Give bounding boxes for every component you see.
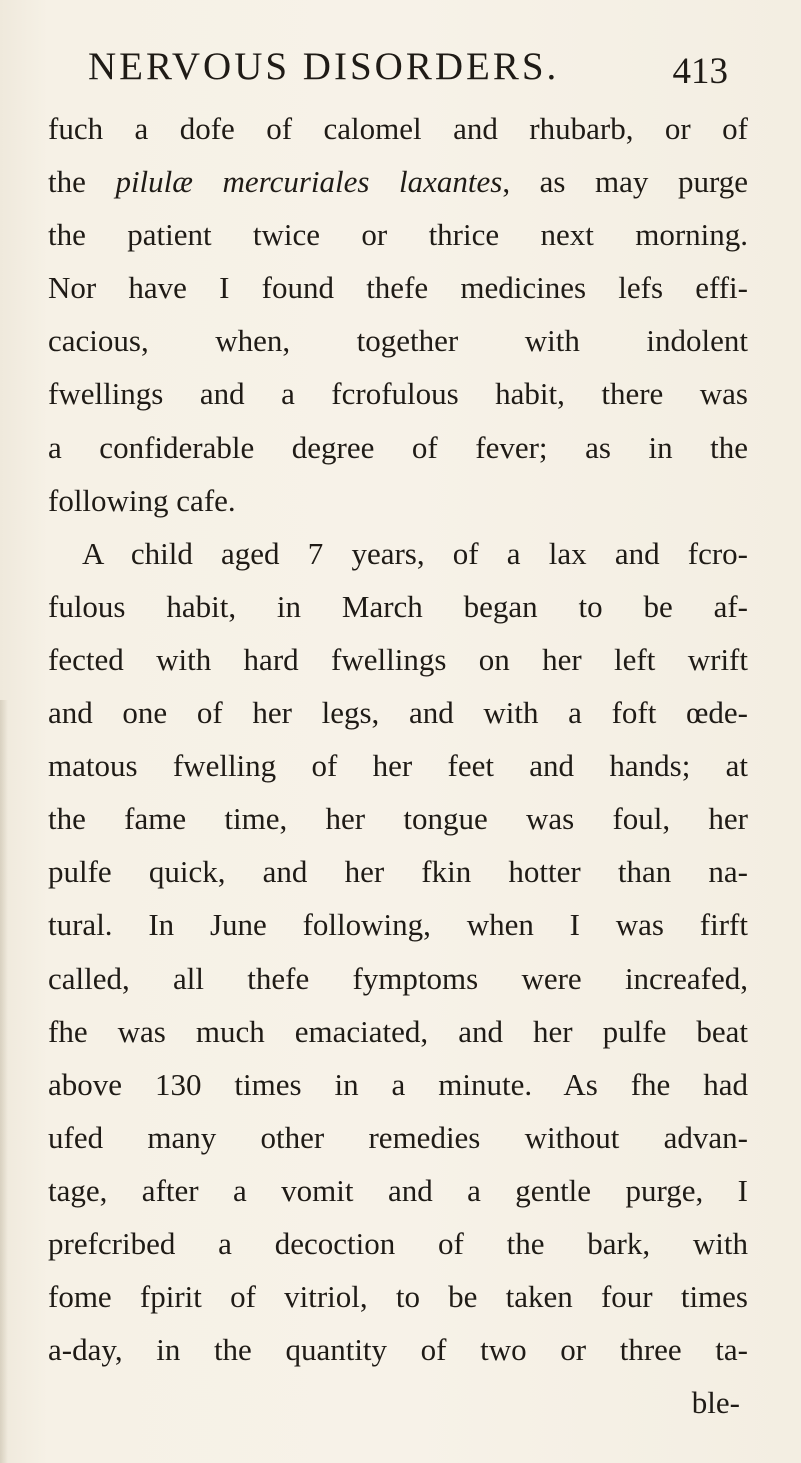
paragraph-start-line: [48, 527, 748, 580]
text-line: [48, 1270, 748, 1323]
text-line: [48, 1164, 748, 1217]
text-line: [48, 845, 748, 898]
text-run: the: [48, 164, 116, 200]
text-run: fhe was much emaciated, and her pulfe beat: [48, 1013, 748, 1049]
text-line: [48, 367, 748, 420]
text-run: called, all thefe fymptoms were increafed,: [48, 960, 748, 996]
page-number: 413: [672, 51, 728, 92]
text-run: fected with hard fwellings on her left wrift: [48, 641, 748, 677]
text-line: [48, 102, 748, 155]
text-line: [48, 1111, 748, 1164]
catchword: [48, 1376, 748, 1429]
text-line: [48, 1323, 748, 1376]
text-line: [48, 633, 748, 686]
text-run: fwellings and a fcrofulous habit, there was: [48, 376, 748, 412]
text-run: prefcribed a decoction of the bark, with: [48, 1225, 748, 1261]
text-line: [48, 1217, 748, 1270]
catchword-text: ble-: [691, 1385, 740, 1421]
text-run: pulfe quick, and her fkin hotter than na-: [48, 854, 748, 890]
text-line: [48, 898, 748, 951]
text-line: [48, 686, 748, 739]
text-run: tural. In June following, when I was firft: [48, 907, 748, 943]
text-run: ufed many other remedies without advan-: [48, 1119, 748, 1155]
text-run: matous fwelling of her feet and hands; at: [48, 748, 748, 784]
running-head: NERVOUS DISORDERS.: [88, 45, 560, 88]
text-line: [48, 792, 748, 845]
text-line: [48, 421, 748, 474]
text-run: , as may purge: [502, 164, 748, 200]
paragraph-end-line: [48, 474, 748, 527]
text-line: [48, 208, 748, 261]
text-line: [48, 952, 748, 1005]
text-run: a confiderable degree of fever; as in the: [48, 429, 748, 465]
text-run: above 130 times in a minute. As fhe had: [48, 1066, 748, 1102]
text-line: [48, 1005, 748, 1058]
text-run: cacious, when, together with indolent: [48, 323, 748, 359]
body-text: [48, 102, 748, 1429]
text-run: the patient twice or thrice next morning.: [48, 217, 748, 253]
page-header: [88, 44, 728, 100]
text-line: [48, 1058, 748, 1111]
text-run: fome fpirit of vitriol, to be taken four times: [48, 1279, 748, 1315]
text-run: Nor have I found thefe medicines lefs effi-: [48, 270, 748, 306]
text-line: [48, 580, 748, 633]
italic-latin-term: pilulæ mercuriales laxantes: [115, 164, 503, 200]
text-line: [48, 261, 748, 314]
text-run: A child aged 7 years, of a lax and fcro-: [82, 535, 748, 571]
page-edge-shadow: [0, 700, 8, 1463]
text-run: and one of her legs, and with a foft œde-: [48, 695, 748, 731]
text-line: [48, 314, 748, 367]
text-line: [48, 739, 748, 792]
text-line: [48, 155, 748, 208]
text-run: following cafe.: [48, 482, 236, 518]
text-run: a-day, in the quantity of two or three ta-: [48, 1332, 748, 1368]
text-run: fulous habit, in March began to be af-: [48, 588, 748, 624]
text-run: fuch a dofe of calomel and rhubarb, or of: [48, 111, 748, 146]
text-run: tage, after a vomit and a gentle purge, I: [48, 1172, 748, 1208]
text-run: the fame time, her tongue was foul, her: [48, 801, 748, 837]
